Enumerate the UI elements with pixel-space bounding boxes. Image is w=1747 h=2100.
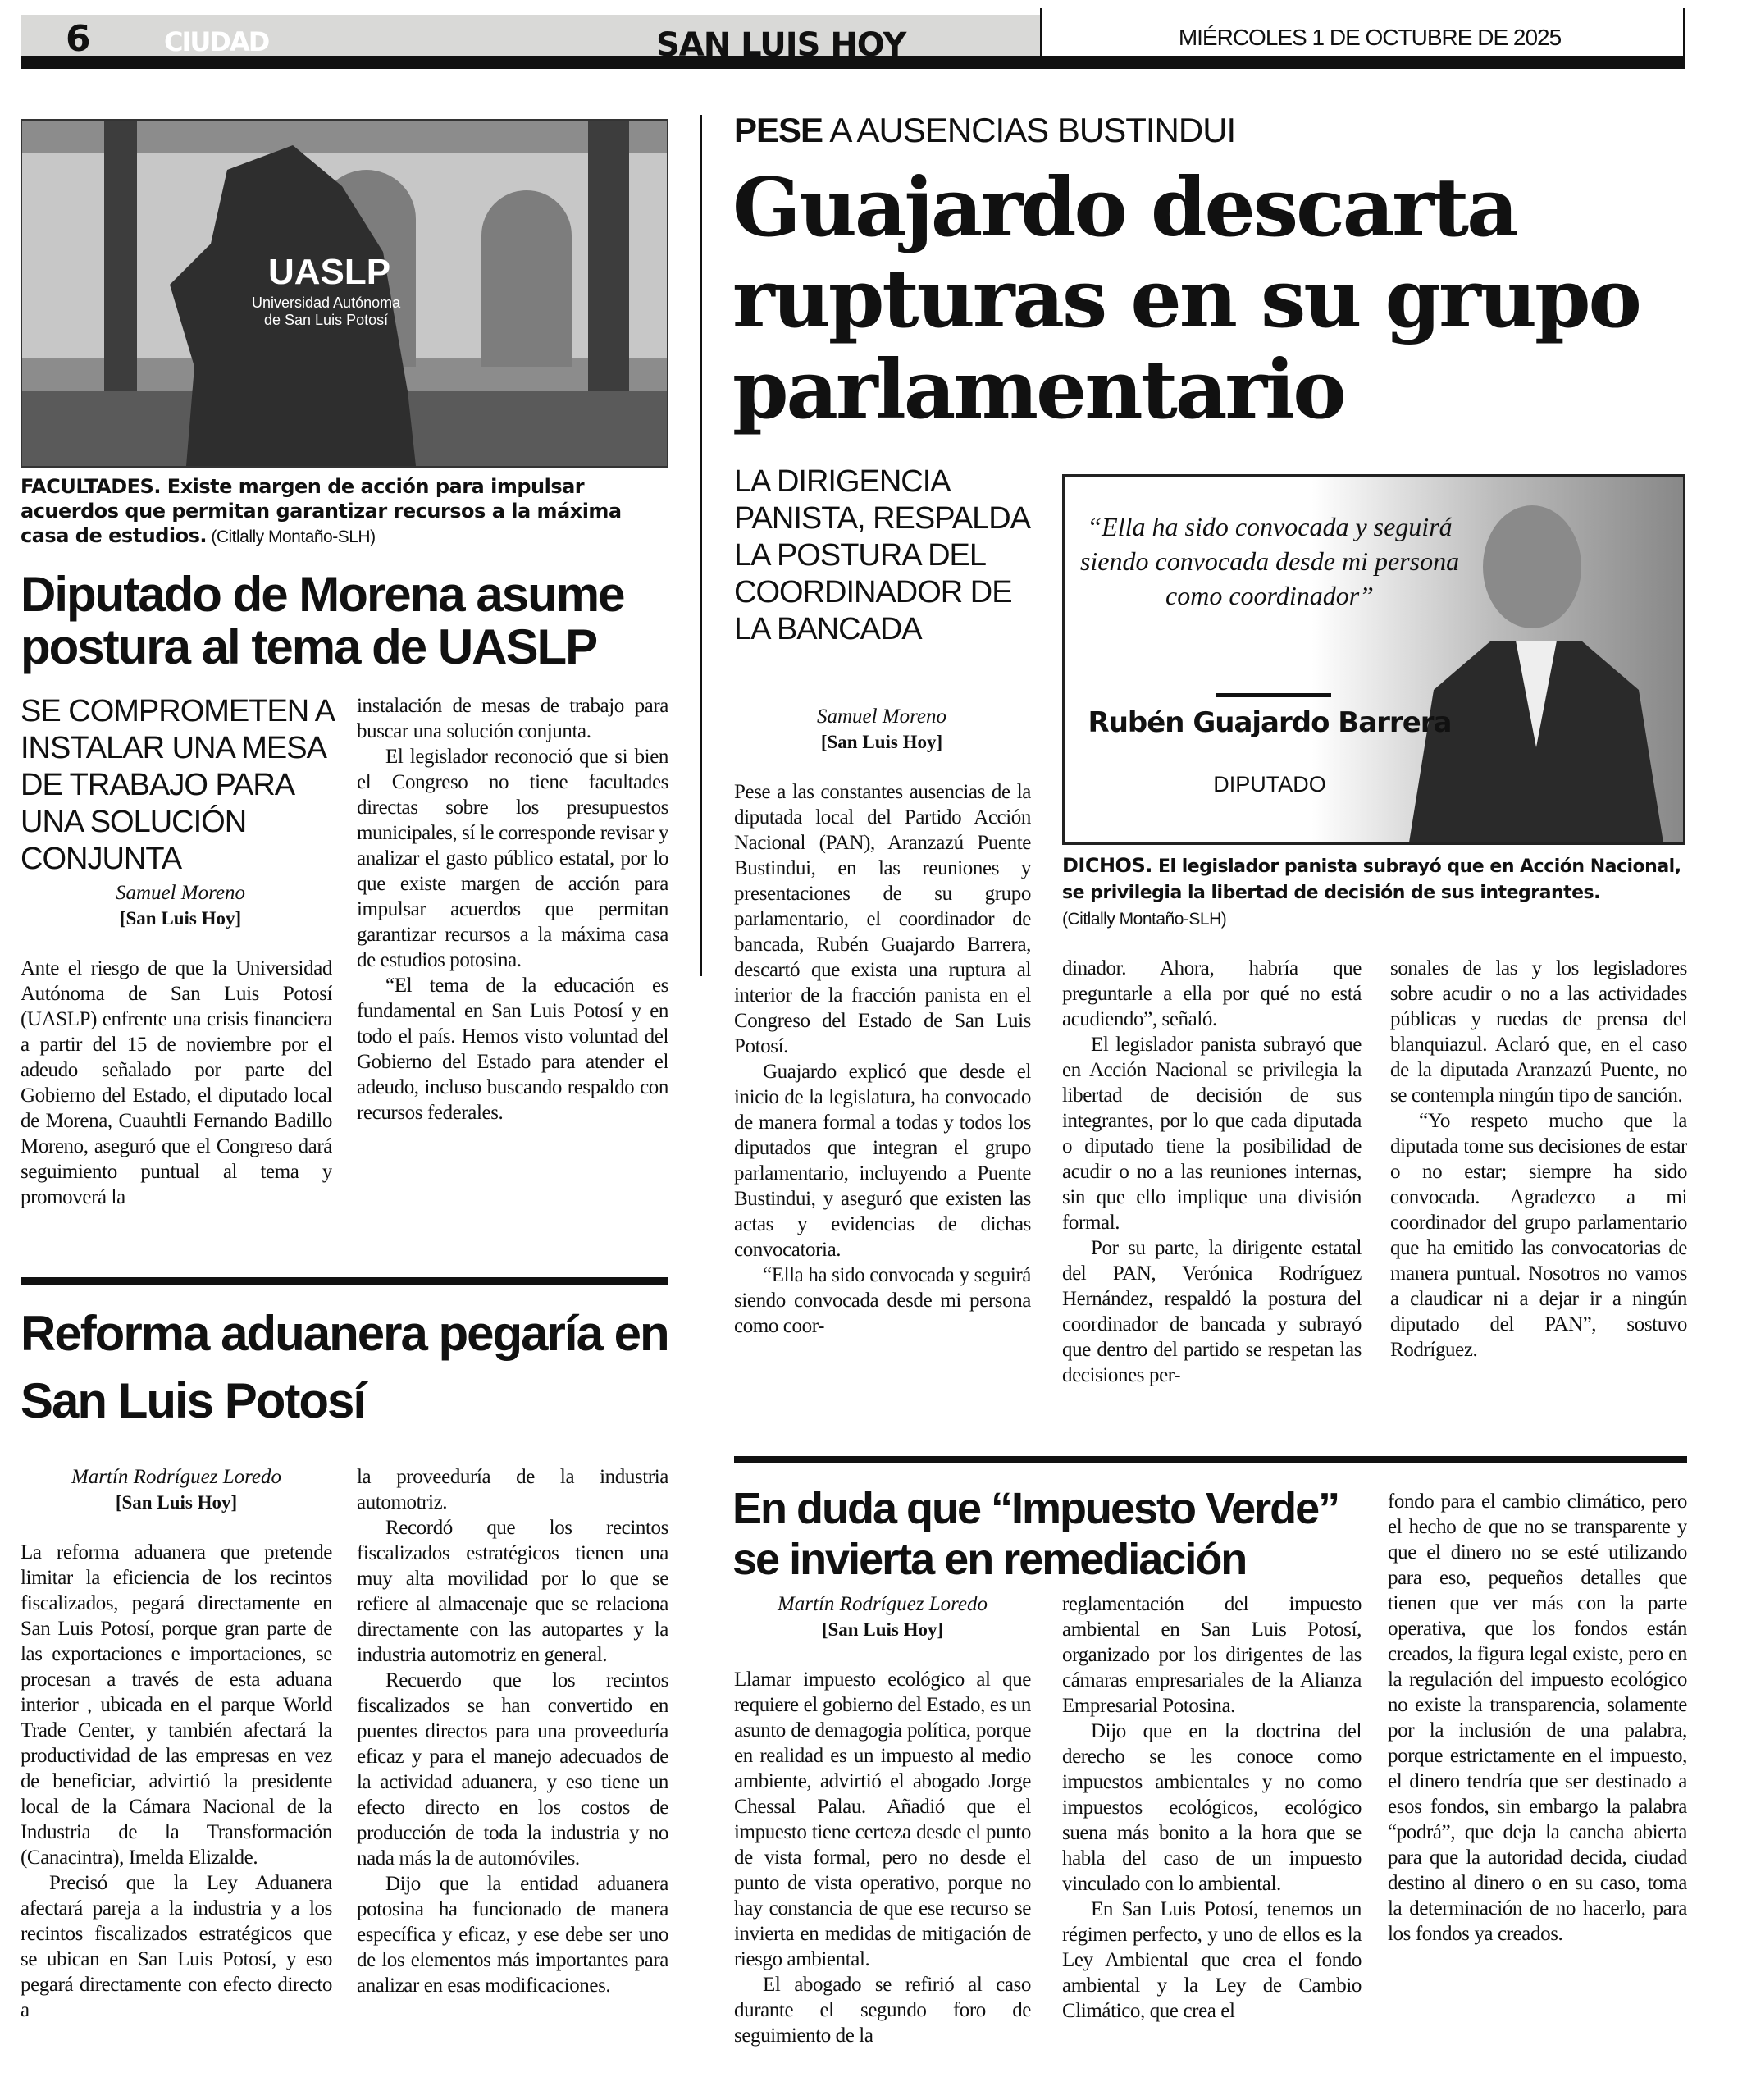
- paragraph: “Yo respeto mucho que la diputada tome sus decisiones de estar o no estar; siempre ha sido convocada. Agradezco a mi coordinador del grupo parlamentario que ha emitido las convocatorias de manera puntual. Nosotros no vamos a claudicar ni a dejar ir a ningún diputado del PAN”, sostuvo Rodríguez.: [1390, 1110, 1687, 1361]
- aduana-col2: [357, 1464, 668, 2100]
- paragraph: instalación de mesas de trabajo para buscar una solución conjunta.: [357, 695, 668, 742]
- uaslp-caption: [21, 474, 668, 550]
- paragraph: “Ella ha sido convocada y seguirá siendo convocada desde mi persona como coor-: [734, 1264, 1031, 1337]
- paragraph: Guajardo explicó que desde el inicio de la legislatura, ha convocado de manera formal a todas y todos los diputados que integran el grupo parlamentario, incluyendo a Puente Bustindui, y aseguró que existen las actas y evidencias de dichas convocatoria.: [734, 1061, 1031, 1261]
- section-rule: [734, 1456, 1687, 1463]
- paragraph: sonales de las y los legisladores sobre acudir o no a las actividades públicas y ruedas de prensa del blanquiazul. Aclaró que, en el caso de la diputada Aranzazú Puente, no se contempla ningún tipo de sanción.: [1390, 957, 1687, 1107]
- photo-logo-text: UASLP: [268, 252, 391, 292]
- outlet: [San Luis Hoy]: [115, 1492, 238, 1513]
- photo-logo-sub: de San Luis Potosí: [264, 312, 389, 328]
- kicker-text: A AUSENCIAS BUSTINDUI: [823, 111, 1236, 149]
- paragraph: La reforma aduanera que pretende limitar la eficiencia de los recintos fiscalizados, pegará directamente en San Luis Potosí, porque gran parte de las exportaciones e importaciones, se procesan a través de esta aduana interior , ubicada en el parque World Trade Center, y también afectará la productividad de las empresas en vez de beneficiar, advirtió la presidente local de la Cámara Nacional de la Industria de la Transformación (Canacintra), Imelda Elizalde.: [21, 1541, 332, 1869]
- paragraph: dinador. Ahora, habría que preguntarle a ella por qué no está acudiendo”, señaló.: [1062, 957, 1362, 1030]
- paragraph: Pese a las constantes ausencias de la diputada local del Partido Acción Nacional (PAN), Aranzazú Puente Bustindui, en las reuniones y presentaciones de su grupo parlamentario, el coordinador de bancada, Rubén Guajardo Barrera, descartó que exista una ruptura al interior de la fracción panista en el Congreso del Estado de San Luis Potosí.: [734, 781, 1031, 1057]
- aduana-byline: [21, 1464, 332, 1515]
- photo-credit: (Citlally Montaño-SLH): [207, 527, 376, 546]
- masthead: SAN LUIS HOY: [656, 26, 906, 64]
- caption-text: Existe margen de acción para impulsar acuerdos que permitan garantizar recursos a la máxima casa de estudios.: [21, 475, 622, 547]
- header-divider: [1040, 8, 1042, 66]
- verde-col1: [734, 1667, 1031, 2100]
- aduana-headline: Reforma aduanera pegaría en San Luis Potosí: [21, 1306, 668, 1428]
- guajardo-headline: Guajardo descarta rupturas en su grupo parlamentario: [732, 161, 1640, 437]
- verde-byline: [734, 1591, 1031, 1642]
- paragraph: El legislador reconoció que si bien el Congreso no tiene facultades directas sobre los presupuestos municipales, sí le corresponde revisar y analizar el gasto público estatal, por lo que existe margen de acción para impulsar acuerdos que permitan garantizar recursos a la máxima casa de estudios potosina.: [357, 746, 668, 971]
- guajardo-caption: [1062, 853, 1690, 932]
- paragraph: fondo para el cambio climático, pero el hecho de que no se transparente y que el dinero no se esté utilizando para eso, pequeños detalles que tienen que ver más con la parte operativa, que los fondos están creados, la figura legal existe, pero en la regulación del impuesto ecológico no existe la transparencia, solamente por la inclusión de una palabra, porque estrictamente en el impuesto, el dinero tendría que ser destinado a esos fondos, sin embargo la palabra “podrá”, que deja la cancha abierta para que la autoridad decida, ciudad destino al dinero o en su caso, toma la determinación de no hacerlo, para los fondos ya creados.: [1388, 1491, 1687, 1945]
- paragraph: Precisó que la Ley Aduanera afectará pareja a la industria y a los recintos fiscalizados estratégicos que se ubican en San Luis Potosí, y eso pegará directamente con efecto directo a: [21, 1872, 332, 2021]
- guajardo-kicker: [734, 111, 1235, 150]
- quote-name: Rubén Guajardo Barrera: [1088, 706, 1452, 739]
- outlet: [San Luis Hoy]: [821, 1619, 944, 1640]
- uaslp-col2: [357, 693, 668, 1267]
- paragraph: Ante el riesgo de que la Universidad Autónoma de San Luis Potosí (UASLP) enfrente una crisis financiera a partir del 15 de noviembre por el adeudo señalado por parte del Gobierno del Estado, el diputado local de Morena, Cuauhtli Fernando Badillo Moreno, aseguró que el Congreso dará seguimiento puntual al tema y promoverá la: [21, 957, 332, 1208]
- uaslp-byline: [21, 880, 340, 931]
- author: Martín Rodríguez Loredo: [777, 1593, 988, 1615]
- quote-rule: [1216, 693, 1331, 697]
- photo-logo-sub: Universidad Autónoma: [252, 294, 401, 311]
- aduana-col1: [21, 1540, 332, 2100]
- guajardo-col2: [1062, 956, 1362, 1444]
- paragraph: Por su parte, la dirigente estatal del PAN, Verónica Rodríguez Hernández, respaldó la postura del coordinador de bancada y subrayó que dentro del partido se respetan las decisiones per-: [1062, 1237, 1362, 1386]
- quote-role: DIPUTADO: [1213, 772, 1326, 797]
- caption-lead: DICHOS.: [1062, 854, 1152, 877]
- section-name: CIUDAD: [164, 26, 269, 57]
- eagle-monument-image: [22, 121, 667, 466]
- issue-date: MIÉRCOLES 1 DE OCTUBRE DE 2025: [1178, 25, 1562, 50]
- outlet: [San Luis Hoy]: [820, 732, 943, 752]
- verde-col3: [1388, 1489, 1687, 2100]
- section-rule: [21, 1277, 668, 1285]
- author: Samuel Moreno: [115, 882, 246, 904]
- uaslp-col1: [21, 956, 332, 1267]
- paragraph: Dijo que la entidad aduanera potosina ha funcionado de manera específica y eficaz, y ese debe ser uno de los elementos más importantes para analizar en esas modificaciones.: [357, 1873, 668, 1997]
- paragraph: Recordó que los recintos fiscalizados estratégicos tienen una muy alta movilidad por lo que se refiere al almacenaje que se relaciona directamente con las autopartes y la industria automotriz en general.: [357, 1517, 668, 1666]
- paragraph: Dijo que en la doctrina del derecho se les conoce como impuestos ambientales y no como impuestos ecológicos, ecológico suena más bonito a la hora que se habla del caso de un impuesto vinculado con lo ambiental.: [1062, 1720, 1362, 1895]
- guajardo-photo: [1062, 474, 1685, 845]
- pull-quote: “Ella ha sido convocada y seguirá siendo convocada desde mi persona como coordinador”: [1079, 512, 1460, 610]
- paragraph: Recuerdo que los recintos fiscalizados se han convertido en puentes directos para una proveeduría eficaz y para el manejo adecuados de la actividad aduanera, y eso tiene un efecto directo en los costos de producción de toda la industria y no nada más la de automóviles.: [357, 1669, 668, 1869]
- photo-credit: (Citlally Montaño-SLH): [1062, 910, 1227, 929]
- guajardo-col1: [734, 779, 1031, 1444]
- header-divider: [1683, 8, 1685, 66]
- kicker-bold: PESE: [734, 111, 823, 149]
- paragraph: El abogado se refirió al caso durante el segundo foro de seguimiento de la: [734, 1974, 1031, 2047]
- paragraph: “El tema de la educación es fundamental en San Luis Potosí y en todo el país. Hemos visto voluntad del Gobierno del Estado para atender el adeudo, incluso buscando respaldo con recursos federales.: [357, 975, 668, 1124]
- paragraph: la proveeduría de la industria automotriz.: [357, 1466, 668, 1513]
- outlet: [San Luis Hoy]: [119, 908, 242, 929]
- guajardo-col3: [1390, 956, 1687, 1444]
- author: Martín Rodríguez Loredo: [71, 1466, 282, 1488]
- author: Samuel Moreno: [816, 705, 947, 728]
- paragraph: reglamentación del impuesto ambiental en San Luis Potosí, organizado por los dirigentes de las cámaras empresariales de la Alianza Empresarial Potosina.: [1062, 1593, 1362, 1717]
- guajardo-byline: [734, 704, 1029, 755]
- caption-text: El legislador panista subrayó que en Acción Nacional, se privilegia la libertad de decisión de sus integrantes.: [1062, 856, 1681, 903]
- verde-headline: En duda que “Impuesto Verde” se invierta en remediación: [732, 1484, 1339, 1584]
- verde-col2: [1062, 1591, 1362, 2100]
- paragraph: En San Luis Potosí, tenemos un régimen perfecto, y uno de ellos es la Ley Ambiental que crea el fondo ambiental y la Ley de Cambio Climático, que crea el: [1062, 1898, 1362, 2022]
- paragraph: Llamar impuesto ecológico al que requiere el gobierno del Estado, es un asunto de demagogia política, porque en realidad es un impuesto al medio ambiente, advirtió el abogado Jorge Chessal Palau. Añadió que el impuesto tiene certeza desde el punto de vista formal, pero no desde el punto de vista operativo, porque no hay constancia de que ese recurso se invierta en medidas de mitigación de riesgo ambiental.: [734, 1669, 1031, 1970]
- guajardo-subhead: LA DIRIGENCIA PANISTA, RESPALDA LA POSTURA DEL COORDINADOR DE LA BANCADA: [734, 464, 1029, 646]
- uaslp-headline: Diputado de Morena asume postura al tema de UASLP: [21, 567, 624, 674]
- uaslp-subhead: SE COMPROMETEN A INSTALAR UNA MESA DE TRABAJO PARA UNA SOLUCIÓN CONJUNTA: [21, 694, 333, 876]
- uaslp-photo: [21, 119, 668, 468]
- caption-lead: FACULTADES.: [21, 475, 161, 498]
- page-number: 6: [66, 18, 91, 60]
- paragraph: El legislador panista subrayó que en Acción Nacional se privilegia la libertad de decisión de sus integrantes, por lo que cada diputada o diputado tiene la posibilidad de acudir o no a las reuniones internas, sin que ello implique una división formal.: [1062, 1034, 1362, 1234]
- column-divider: [700, 115, 702, 976]
